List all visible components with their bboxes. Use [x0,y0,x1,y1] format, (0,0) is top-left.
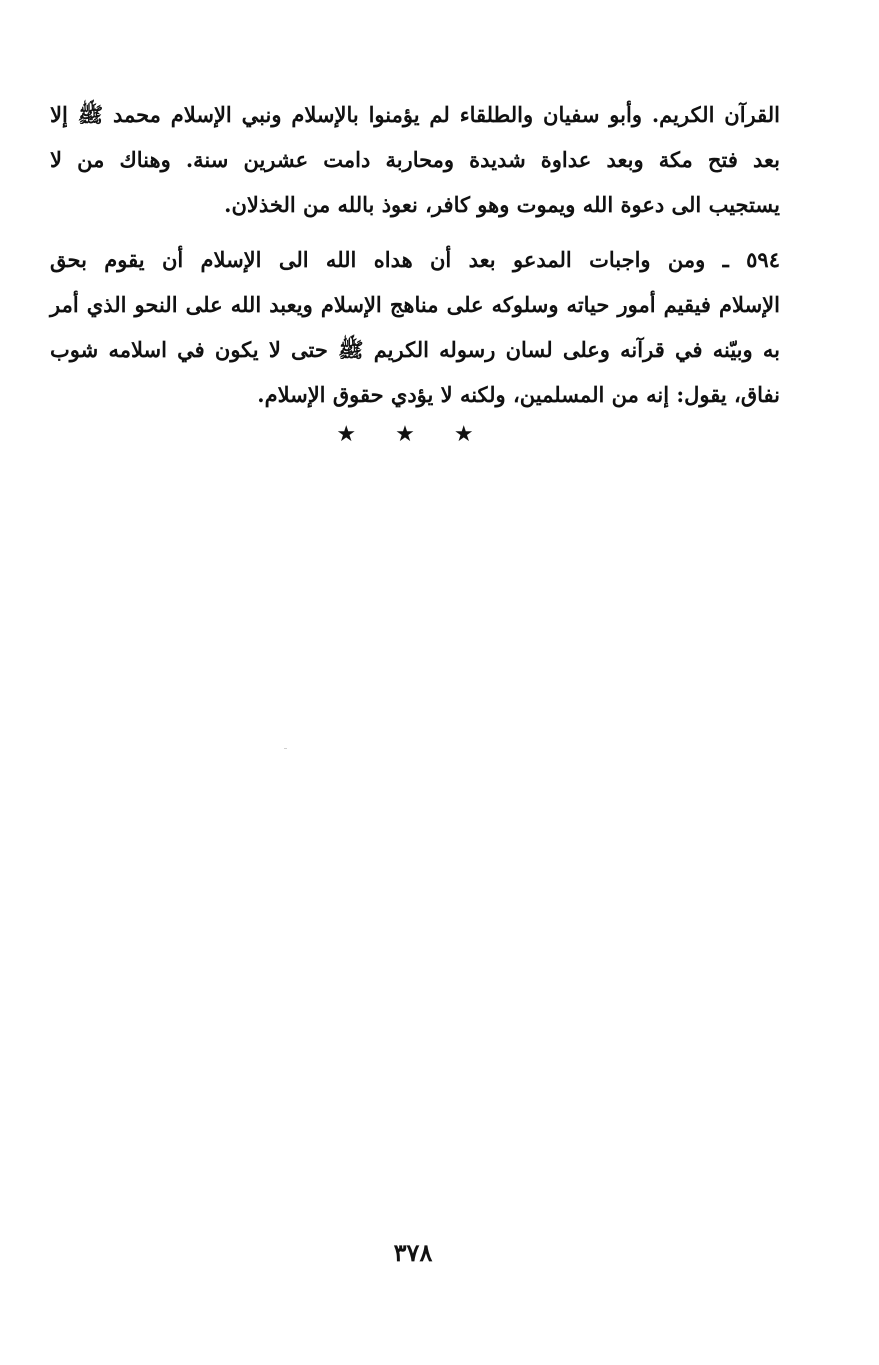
scan-speck [284,748,287,749]
paragraph-2-line-1: ٥٩٤ ـ ومن واجبات المدعو بعد أن هداه الله الى الإسلام أن يقوم بحق [50,247,780,272]
paragraph-1-line-3: يستجيب الى دعوة الله ويموت وهو كافر، نعوذ بالله من الخذلان. [224,192,780,217]
paragraph-2-line-2: الإسلام فيقيم أمور حياته وسلوكه على مناهج الإسلام ويعبد الله على النحو الذي أمر [50,292,780,317]
page-number: ٣٧٨ [393,1238,433,1267]
paragraph-1-line-1: القرآن الكريم. وأبو سفيان والطلقاء لم يؤمنوا بالإسلام ونبي الإسلام محمد ﷺ إلا [50,102,780,127]
paragraph-1-line-2: بعد فتح مكة وبعد عداوة شديدة ومحاربة دامت عشرين سنة. وهناك من لا [50,147,780,172]
paragraph-2 [50,237,780,417]
paragraph-2-line-3: به وبيّنه في قرآنه وعلى لسان رسوله الكريم ﷺ حتى لا يكون في اسلامه شوب [50,337,780,362]
section-separator-stars: ★ ★ ★ [336,422,490,447]
paragraph-1 [50,92,780,227]
paragraph-2-line-4: نفاق، يقول: إنه من المسلمين، ولكنه لا يؤدي حقوق الإسلام. [257,382,780,407]
